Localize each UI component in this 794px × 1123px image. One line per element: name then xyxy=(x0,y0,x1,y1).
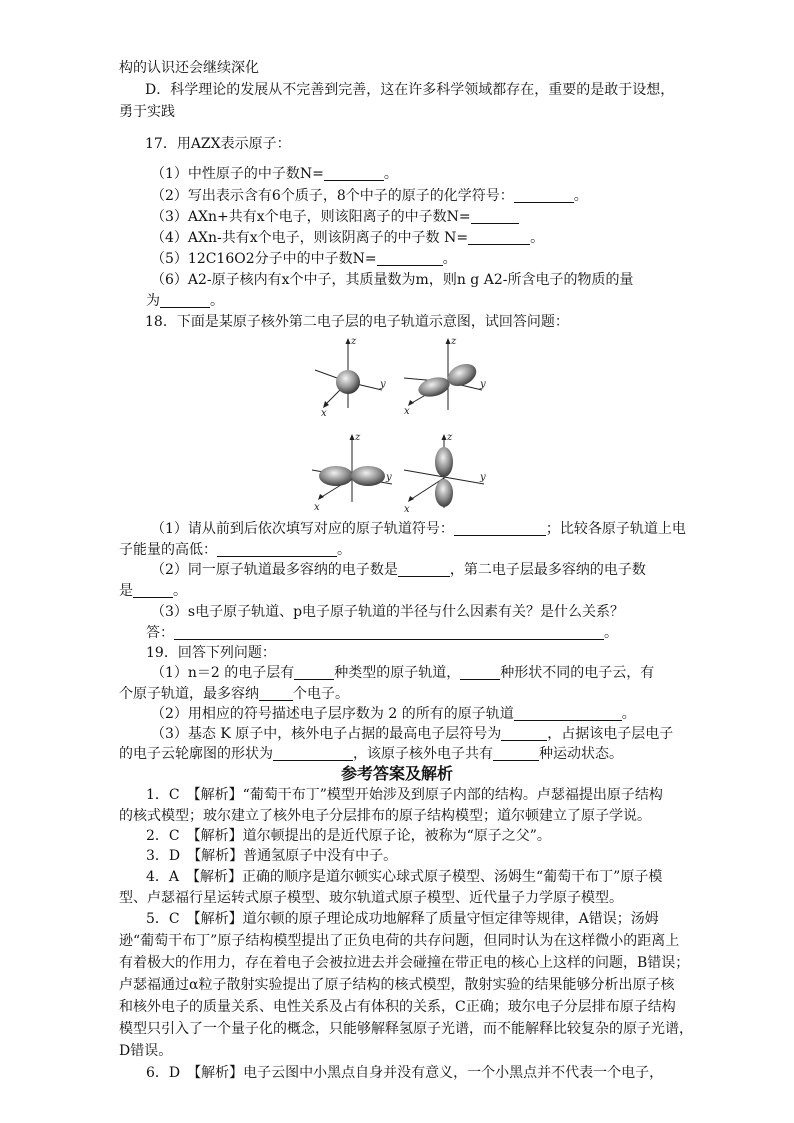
answer-blank[interactable] xyxy=(501,726,547,741)
q17-item-4-end: 。 xyxy=(530,230,545,246)
q18-item-3-cont xyxy=(146,623,618,643)
answer-blank[interactable] xyxy=(273,746,353,761)
axis-x-label: x xyxy=(321,408,327,419)
q19-item-3 xyxy=(151,724,673,744)
answer-5-cont: 和核外电子的质量关系、电性关系及占有体积的关系，C正确；玻尔电子分层排布原子结构 xyxy=(119,999,676,1015)
q19-item-2-text: （2）用相应的符号描述电子层序数为 2 的所有的原子轨道 xyxy=(151,706,514,722)
q17-item-4-text: （4）AXn-共有x个电子，则该阴离子的中子数 N= xyxy=(151,230,469,246)
axis-z-label: z xyxy=(351,336,357,347)
answer-blank[interactable] xyxy=(160,293,210,308)
q17-item-2-end: 。 xyxy=(573,188,588,204)
axis-z-label: z xyxy=(451,336,457,347)
orbital-diagram xyxy=(300,330,500,520)
p-orbital-lobe xyxy=(416,374,452,400)
answer-blank[interactable] xyxy=(468,230,530,245)
q19-item-3-text-b: ，占据该电子层电子 xyxy=(547,726,674,742)
p-orbital-lobe xyxy=(351,466,385,486)
answer-blank[interactable] xyxy=(514,188,574,203)
answer-5-cont: 有着极大的作用力，存在着电子会被拉进去并会碰撞在带正电的核心上这样的问题，B错误； xyxy=(119,955,690,971)
q18-stem: 18．下面是某原子核外第二电子层的电子轨道示意图，试回答问题： xyxy=(145,314,569,330)
p-orbital-lobe xyxy=(435,447,453,477)
answer-1-cont: 的核式模型；玻尔建立了核外电子分层排布的原子结构模型；道尔顿建立了原子学说。 xyxy=(119,808,651,824)
answer-4-cont: 型、卢瑟福行星运转式原子模型、玻尔轨道式原子模型、近代量子力学原子模型。 xyxy=(119,890,623,906)
q19-item-3-cont xyxy=(119,744,623,764)
q19-item-1-text-c: 种形状不同的电子云，有 xyxy=(500,665,655,681)
text-line: D．科学理论的发展从不完善到完善，这在许多科学领域都存在，重要的是敢于设想， xyxy=(145,82,675,98)
q18-item-1-cont xyxy=(119,540,351,560)
q17-item-6-cont-text: 为 xyxy=(146,293,160,309)
q17-item-5-text: （5）12C16O2分子中的中子数N= xyxy=(151,251,377,267)
q18-item-1 xyxy=(151,519,686,539)
answer-5: 5．C 【解析】道尔顿的原子理论成功地解释了质量守恒定律等规律，A错误；汤姆 xyxy=(146,911,659,927)
q17-item-3-text: （3）AXn+共有x个电子，则该阳离子的中子数N= xyxy=(151,209,471,225)
q19-item-3-text-c: 的电子云轮廓图的形状为 xyxy=(119,746,273,762)
axis-x-label: x xyxy=(404,504,410,515)
q17-item-6-cont-end: 。 xyxy=(210,293,224,309)
q18-item-1-cont-text: 子能量的高低： xyxy=(119,542,217,558)
q17-item-1-end: 。 xyxy=(383,166,398,182)
answer-1: 1．C 【解析】“葡萄干布丁”模型开始涉及到原子内部的结构。卢瑟福提出原子结构 xyxy=(146,787,663,803)
q17-item-1 xyxy=(151,164,398,184)
answers-heading: 参考答案及解析 xyxy=(340,764,453,783)
q17-item-5 xyxy=(151,249,457,269)
py-orbital-panel xyxy=(312,432,392,513)
q18-item-3-cont-end: 。 xyxy=(604,625,618,641)
q19-item-2 xyxy=(151,704,636,724)
text-line: 勇于实践 xyxy=(119,104,175,120)
q17-item-2-text: （2）写出表示含有6个质子，8个中子的原子的化学符号： xyxy=(151,188,514,204)
q18-item-2-cont xyxy=(119,581,187,601)
q18-item-3: （3）s电子原子轨道、p电子原子轨道的半径与什么因素有关？是什么关系？ xyxy=(151,604,625,620)
answer-blank[interactable] xyxy=(471,209,519,224)
px-orbital-panel xyxy=(404,336,486,417)
p-orbital-lobe xyxy=(435,479,453,507)
p-orbital-lobe xyxy=(319,466,353,486)
axis-y-label: y xyxy=(386,472,392,483)
answer-blank[interactable] xyxy=(398,562,450,577)
s-orbital-sphere xyxy=(336,370,360,394)
q19-item-1 xyxy=(151,663,654,683)
q17-item-4 xyxy=(151,228,544,248)
answer-2: 2．C 【解析】道尔顿提出的是近代原子论，被称为“原子之父”。 xyxy=(146,828,551,844)
q19-stem: 19．回答下列问题： xyxy=(146,645,276,661)
answer-blank[interactable] xyxy=(294,665,334,680)
q19-item-1-text-e: 个电子。 xyxy=(293,686,349,702)
axis-x-label: x xyxy=(404,406,410,417)
answer-5-cont: 卢瑟福通过α粒子散射实验提出了原子结构的核式模型，散射实验的结果能够分析出原子核 xyxy=(119,977,675,993)
answer-3: 3．D 【解析】普通氢原子中没有中子。 xyxy=(146,848,398,864)
q18-item-2-cont-text: 是 xyxy=(119,583,133,599)
q19-item-1-text: （1）n＝2 的电子层有 xyxy=(151,665,295,681)
answer-blank[interactable] xyxy=(133,583,173,598)
answer-6: 6．D 【解析】电子云图中小黑点自身并没有意义，一个小黑点并不代表一个电子， xyxy=(146,1065,664,1081)
axis-y-label: y xyxy=(480,379,486,390)
q19-item-3-text-d: ，该原子核外电子共有 xyxy=(353,746,493,762)
pz-orbital-panel xyxy=(404,432,486,515)
q17-item-6: （6）A2-原子核内有x个中子，其质量数为m，则n g A2-所含电子的物质的量 xyxy=(151,272,634,288)
q18-item-1-cont-end: 。 xyxy=(337,542,351,558)
q17-item-5-end: 。 xyxy=(442,251,457,267)
q17-stem: 17．用AZX表示原子： xyxy=(145,136,291,152)
text-line: 构的认识还会继续深化 xyxy=(119,60,259,76)
axis-y-label: y xyxy=(380,379,386,390)
answer-4: 4．A 【解析】正确的顺序是道尔顿实心球式原子模型、汤姆生“葡萄干布丁”原子模 xyxy=(146,869,663,885)
q18-item-1-text: （1）请从前到后依次填写对应的原子轨道符号： xyxy=(151,521,454,537)
answer-blank[interactable] xyxy=(174,625,604,640)
q17-item-2 xyxy=(151,186,588,206)
q19-item-3-text-e: 种运动状态。 xyxy=(539,746,623,762)
q18-item-1-mid: ；比较各原子轨道上电 xyxy=(545,521,686,537)
answer-blank[interactable] xyxy=(514,706,622,721)
q17-item-6-cont xyxy=(146,291,224,311)
axis-z-label: z xyxy=(447,432,453,443)
answer-blank[interactable] xyxy=(493,746,539,761)
q19-item-3-text: （3）基态 K 原子中，核外电子占据的最高电子层符号为 xyxy=(151,726,502,742)
axis-z-label: z xyxy=(355,432,361,443)
q18-item-2 xyxy=(151,560,646,580)
q19-item-2-end: 。 xyxy=(621,706,636,722)
q18-item-2-cont-end: 。 xyxy=(173,583,187,599)
q19-item-1-text-d: 个原子轨道，最多容纳 xyxy=(119,686,259,702)
q17-item-3 xyxy=(151,207,519,227)
q18-item-2-text: （2）同一原子轨道最多容纳的电子数是 xyxy=(151,562,398,578)
answer-blank[interactable] xyxy=(217,542,337,557)
q17-item-1-text: （1）中性原子的中子数N= xyxy=(151,166,324,182)
answer-blank[interactable] xyxy=(454,521,546,536)
answer-blank[interactable] xyxy=(460,665,500,680)
answer-blank[interactable] xyxy=(324,166,384,181)
answer-5-cont: 逊“葡萄干布丁”原子结构模型提出了正负电荷的共存问题，但同时认为在这样微小的距离上 xyxy=(119,933,680,949)
axis-y-label: y xyxy=(480,472,486,483)
q19-item-1-cont xyxy=(119,684,349,704)
q19-item-1-text-b: 种类型的原子轨道， xyxy=(334,665,461,681)
q18-item-3-answer-label: 答： xyxy=(146,625,174,641)
answer-5-cont: 模型只引入了一个量子化的概念，只能够解释氢原子光谱，而不能解释比较复杂的原子光谱， xyxy=(119,1021,693,1037)
answer-5-cont: D错误。 xyxy=(119,1043,173,1059)
q18-item-2-mid: ，第二电子层最多容纳的电子数 xyxy=(449,562,646,578)
answer-blank[interactable] xyxy=(259,686,293,701)
axis-x-label: x xyxy=(314,502,320,513)
answer-blank[interactable] xyxy=(377,251,443,266)
s-orbital-panel xyxy=(315,336,386,419)
